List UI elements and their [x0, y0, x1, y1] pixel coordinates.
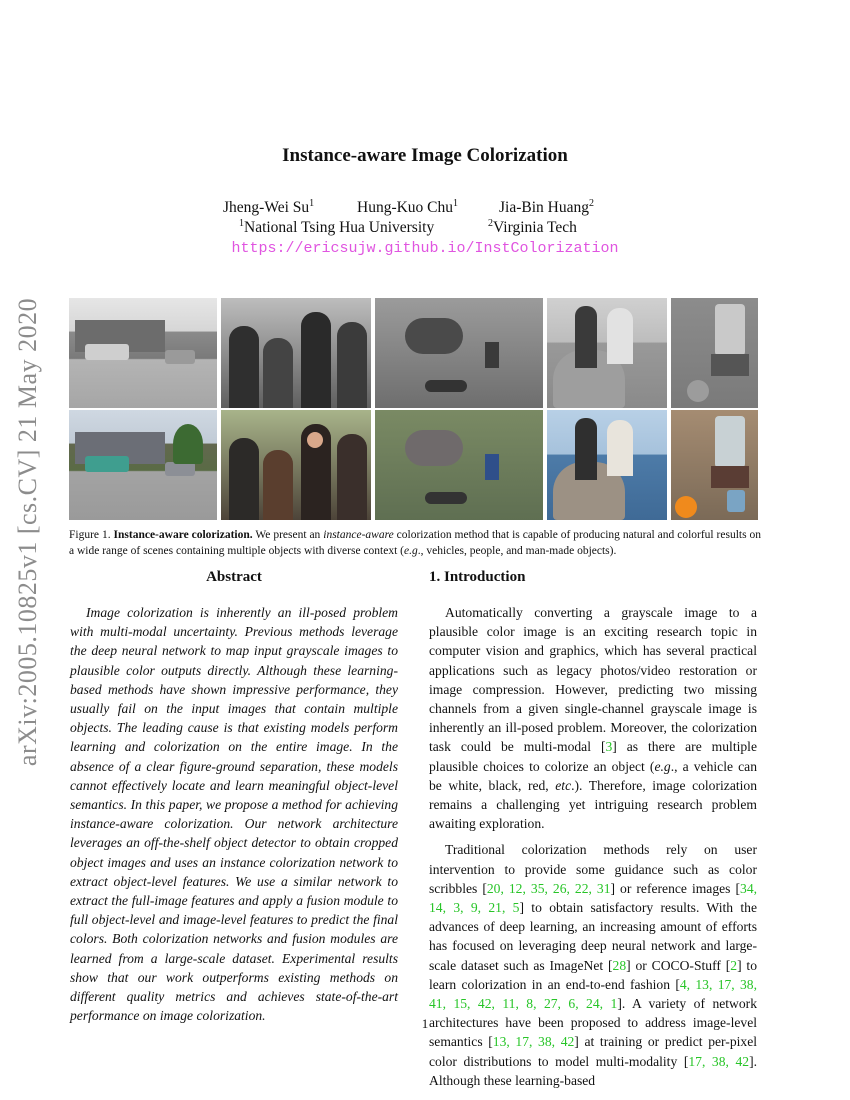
figure-1-caption: Figure 1. Instance-aware colorization. We present an instance-aware colorization method that is capable of producing natural and colorful results on a wide range of scenes containing multiple objects with diverse context (e.g., vehicles, people, and man-made objects).	[69, 529, 761, 557]
introduction-heading: 1. Introduction	[429, 569, 526, 585]
colorized-street-scene	[69, 410, 217, 520]
citation-link[interactable]: 3	[605, 739, 613, 755]
arxiv-identifier-stamp: arXiv:2005.10825v1 [cs.CV] 21 May 2020	[13, 297, 42, 767]
abstract-text: Image colorization is inherently an ill-posed problem with multi-modal uncertainty. Previous methods leverage the deep neural network to map input grayscale images to plausible color outputs directly. Although these learning-based methods have shown impressive performance, they usually fail on the input images that contain multiple objects. The leading cause is that existing models perform learning and colorization on the entire image. In the absence of a clear figure-ground separation, these models cannot effectively locate and learn meaningful object-level semantics. In this paper, we propose a method for achieving instance-aware colorization. Our network architecture leverages an off-the-shelf object detector to obtain cropped object images and uses an instance colorization network to extract object-level features. We use a similar network to extract the full-image features and apply a fusion module to full object-level and image-level features to predict the final colors. Both colorization networks and fusion modules are learned from a large-scale dataset. Experimental results show that our work outperforms existing methods on different quality metrics and achieves state-of-the-art performance on image colorization.	[70, 605, 398, 1024]
citation-link[interactable]: 4, 13, 17, 38, 41, 15, 42, 11, 8, 27, 6, 24, 1	[429, 976, 757, 1012]
grayscale-street-scene	[69, 298, 217, 408]
citation-link[interactable]: 20, 12, 35, 26, 22, 31	[486, 880, 611, 896]
grayscale-kitchen-blender	[671, 298, 758, 408]
abstract-body	[70, 603, 398, 1025]
project-url-link[interactable]: https://ericsujw.github.io/InstColorization	[231, 240, 619, 257]
author-2: Hung-Kuo Chu$^1$	[357, 197, 459, 216]
citation-link[interactable]: 28	[612, 957, 627, 973]
figure-1-image-grid	[69, 298, 758, 521]
author-1: Jheng-Wei Su$^1$	[223, 197, 315, 216]
colorized-couple-on-rock	[547, 410, 667, 520]
affiliation-1: $^1$National Tsing Hua University	[239, 217, 435, 236]
colorized-people-group	[221, 410, 371, 520]
page-number: 1	[421, 1016, 429, 1031]
intro-paragraph-2: Traditional colorization methods rely on user intervention to provide some guidance such as color scribbles [20, 12, 35, 26, 22, 31] or reference images [34, 14, 3, 9, 21, 5] to obtain satisfactory results. With the advances of deep learning, an increasing amount of efforts has focused on leveraging deep neural network and large-scale dataset such as ImageNet [28] or COCO-Stuff [2] to learn colorization in an end-to-end fashion [4, 13, 17, 38, 41, 15, 42, 11, 8, 27, 6, 24, 1]. A variety of network architectures have been proposed to address image-level semantics [13, 17, 38, 42] at training or predict per-pixel color distributions to model multi-modality [17, 38, 42]. Although these learning-based	[429, 842, 758, 1088]
paper-title: Instance-aware Image Colorization	[282, 145, 568, 166]
affiliation-2: $^2$Virginia Tech	[488, 217, 577, 236]
author-3: Jia-Bin Huang$^2$	[499, 197, 594, 216]
citation-link[interactable]: 34, 14, 3, 9, 21, 5	[429, 880, 758, 916]
abstract-heading: Abstract	[206, 569, 262, 585]
colorized-kitchen-blender	[671, 410, 758, 520]
grayscale-elephants	[375, 298, 543, 408]
intro-paragraph-1: Automatically converting a grayscale image to a plausible color image is an exciting research topic in computer vision and graphics, which has several practical applications such as legacy photos/video restoration or image compression. However, predicting two missing channels from a given single-channel grayscale image is inherently an ill-posed problem. Moreover, the colorization task could be multi-modal [3] as there are multiple plausible choices to colorize an object (e.g., a vehicle can be white, black, red, etc.). Therefore, image colorization remains a challenging yet intriguing research problem awaiting exploration.	[429, 605, 757, 832]
grayscale-people-group	[221, 298, 371, 408]
citation-link[interactable]: 2	[730, 957, 738, 973]
citation-link[interactable]: 13, 17, 38, 42	[492, 1034, 575, 1050]
colorized-elephants	[375, 410, 543, 520]
citation-link[interactable]: 17, 38, 42	[688, 1053, 750, 1069]
grayscale-couple-on-rock	[547, 298, 667, 408]
